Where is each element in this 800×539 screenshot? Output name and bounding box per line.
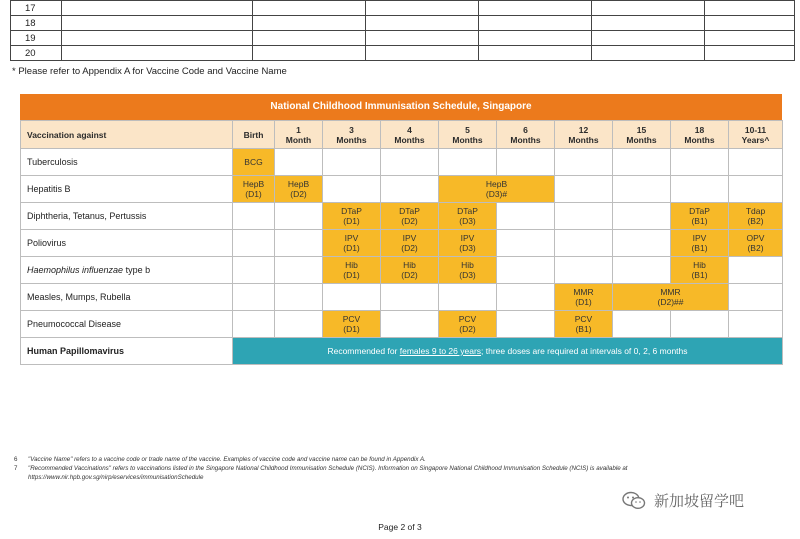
header-1-month: 1 Month (275, 121, 323, 149)
row-hepatitis-b (21, 176, 783, 203)
immunisation-schedule (20, 94, 782, 365)
dose-cell: DTaP (D2) (381, 203, 439, 230)
footnotes (14, 455, 784, 482)
header-birth: Birth (233, 121, 275, 149)
table-row (11, 16, 795, 31)
dose-cell: DTaP (D3) (439, 203, 497, 230)
top-table (10, 0, 795, 61)
vaccine-name: Hepatitis B (21, 176, 233, 203)
dose-cell: PCV (B1) (555, 311, 613, 338)
header-5-months: 5 Months (439, 121, 497, 149)
row-poliovirus (21, 230, 783, 257)
page-number: Page 2 of 3 (378, 522, 422, 532)
dose-cell: PCV (D1) (323, 311, 381, 338)
hpv-recommendation: Recommended for females 9 to 26 years; three doses are required at intervals of 0, 2, 6 months (233, 338, 783, 365)
header-15-months: 15 Months (613, 121, 671, 149)
appendix-note: * Please refer to Appendix A for Vaccine Code and Vaccine Name (12, 66, 287, 77)
schedule-header-row (21, 121, 783, 149)
row-number: 19 (11, 31, 62, 46)
dose-cell: Hib (D2) (381, 257, 439, 284)
table-row (11, 31, 795, 46)
vaccine-name: Measles, Mumps, Rubella (21, 284, 233, 311)
vaccine-name: Human Papillomavirus (21, 338, 233, 365)
vaccine-name: Poliovirus (21, 230, 233, 257)
row-dtp (21, 203, 783, 230)
dose-cell: DTaP (B1) (671, 203, 729, 230)
hpv-age-range: females 9 to 26 years (399, 346, 482, 356)
header-12-months: 12 Months (555, 121, 613, 149)
row-number: 18 (11, 16, 62, 31)
row-mmr (21, 284, 783, 311)
dose-cell: IPV (B1) (671, 230, 729, 257)
table-row (11, 46, 795, 61)
watermark-text: 新加坡留学吧 (654, 493, 745, 510)
dose-cell: IPV (D2) (381, 230, 439, 257)
row-number: 17 (11, 1, 62, 16)
table-row (11, 1, 795, 16)
schedule-table (20, 120, 783, 365)
dose-cell: BCG (233, 149, 275, 176)
footnote: 6 "Vaccine Name" refers to a vaccine code or trade name of the vaccine. Examples of vaccine code and vaccine name can be found in Appendix A. (14, 456, 426, 463)
row-tuberculosis (21, 149, 783, 176)
dose-cell: HepB (D1) (233, 176, 275, 203)
vaccine-name: Tuberculosis (21, 149, 233, 176)
header-6-months: 6 Months (497, 121, 555, 149)
header-3-months: 3 Months (323, 121, 381, 149)
dose-cell: DTaP (D1) (323, 203, 381, 230)
dose-cell: Tdap (B2) (729, 203, 783, 230)
dose-cell: Hib (B1) (671, 257, 729, 284)
row-pneumococcal (21, 311, 783, 338)
dose-cell: Hib (D1) (323, 257, 381, 284)
row-number: 20 (11, 46, 62, 61)
row-hib (21, 257, 783, 284)
dose-cell: MMR (D1) (555, 284, 613, 311)
row-hpv (21, 338, 783, 365)
header-4-months: 4 Months (381, 121, 439, 149)
header-vaccination-against: Vaccination against (21, 121, 233, 149)
dose-cell: HepB (D2) (275, 176, 323, 203)
schedule-title: National Childhood Immunisation Schedule, Singapore (20, 94, 782, 120)
watermark (622, 490, 744, 511)
header-18-months: 18 Months (671, 121, 729, 149)
dose-cell: PCV (D2) (439, 311, 497, 338)
vaccine-name: Diphtheria, Tetanus, Pertussis (21, 203, 233, 230)
dose-cell: IPV (D1) (323, 230, 381, 257)
header-10-11-years: 10-11 Years^ (729, 121, 783, 149)
dose-cell: MMR (D2)## (613, 284, 729, 311)
footnote: 7 "Recommended Vaccinations" refers to vaccinations listed in the Singapore National Childhood Immunisation Schedule (NCIS). Information on Singapore National Childhood Immunisation Schedule (NCIS) is available at https://www.nir.hpb.gov.sg/nirp/eservices/immunisationSchedule (14, 465, 628, 481)
dose-cell: IPV (D3) (439, 230, 497, 257)
dose-cell: Hib (D3) (439, 257, 497, 284)
wechat-icon (622, 491, 646, 511)
dose-cell: HepB (D3)# (439, 176, 555, 203)
dose-cell: OPV (B2) (729, 230, 783, 257)
vaccine-name: Haemophilus influenzae type b (21, 257, 233, 284)
vaccine-name: Pneumococcal Disease (21, 311, 233, 338)
